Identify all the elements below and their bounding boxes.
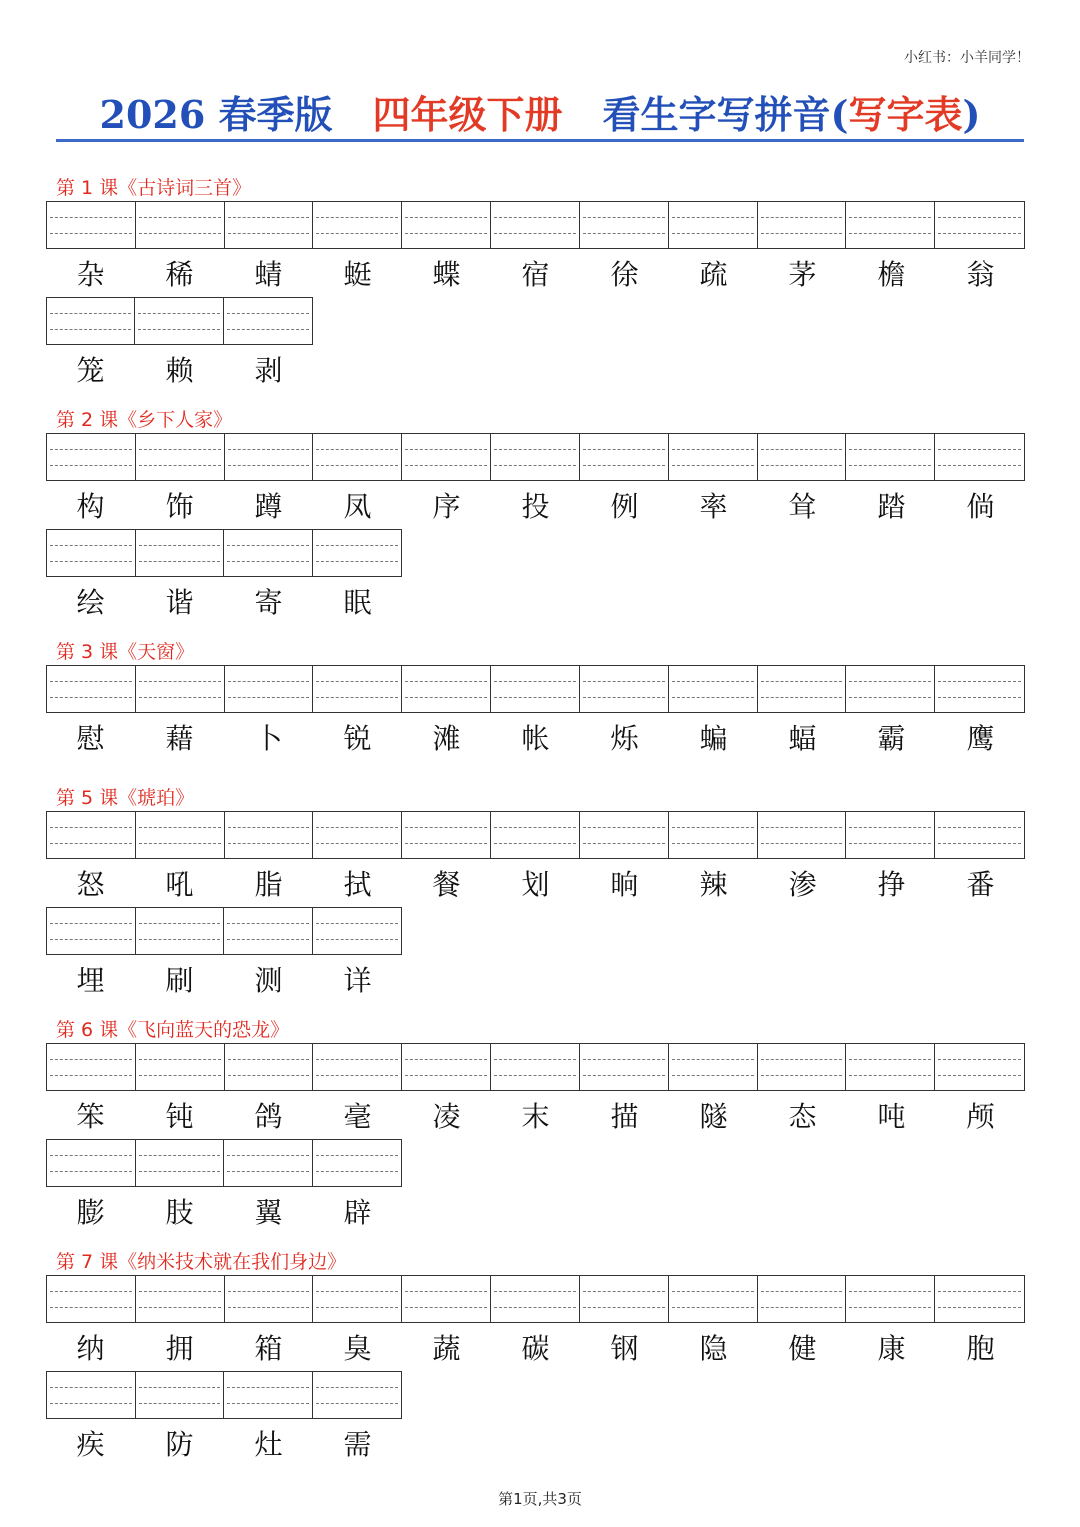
hanzi-character: 需 [343, 1428, 372, 1461]
pinyin-grid [46, 1043, 1025, 1091]
pinyin-cell[interactable] [758, 202, 847, 248]
character-row [46, 255, 1025, 295]
lesson-title: 第 7 课《纳米技术就在我们身边》 [56, 1251, 347, 1273]
pinyin-cell[interactable] [491, 1276, 580, 1322]
lesson-title: 第 3 课《天窗》 [56, 641, 195, 663]
pinyin-cell[interactable] [935, 1276, 1024, 1322]
pinyin-cell[interactable] [313, 1276, 402, 1322]
pinyin-grid [46, 907, 402, 955]
page-number: 第1页,共3页 [498, 1490, 582, 1508]
pinyin-cell[interactable] [935, 434, 1024, 480]
lesson-title: 第 6 课《飞向蓝天的恐龙》 [56, 1019, 290, 1041]
hanzi-character: 蜓 [343, 258, 372, 291]
title-underline [56, 139, 1024, 142]
hanzi-character: 鹰 [966, 722, 995, 755]
hanzi-character: 倘 [966, 490, 995, 523]
pinyin-cell[interactable] [935, 812, 1024, 858]
pinyin-cell[interactable] [402, 812, 491, 858]
pinyin-cell[interactable] [224, 908, 313, 954]
pinyin-cell[interactable] [758, 434, 847, 480]
hanzi-character: 饰 [165, 490, 194, 523]
pinyin-cell[interactable] [402, 434, 491, 480]
hanzi-character: 辣 [699, 868, 728, 901]
title-task: 看生字写拼音( [602, 92, 849, 137]
lesson-title: 第 5 课《琥珀》 [56, 787, 195, 809]
hanzi-character: 番 [966, 868, 995, 901]
hanzi-character: 末 [521, 1100, 550, 1133]
hanzi-character: 滩 [432, 722, 461, 755]
hanzi-character: 赖 [165, 354, 194, 387]
hanzi-character: 疾 [76, 1428, 105, 1461]
hanzi-character: 态 [788, 1100, 817, 1133]
pinyin-cell[interactable] [580, 202, 669, 248]
pinyin-cell[interactable] [136, 434, 225, 480]
character-row [46, 961, 402, 1001]
hanzi-character: 钝 [165, 1100, 194, 1133]
pinyin-cell[interactable] [491, 812, 580, 858]
hanzi-character: 凌 [432, 1100, 461, 1133]
hanzi-character: 序 [432, 490, 461, 523]
hanzi-character: 晌 [610, 868, 639, 901]
pinyin-cell[interactable] [136, 1276, 225, 1322]
hanzi-character: 拥 [165, 1332, 194, 1365]
hanzi-character: 凤 [343, 490, 372, 523]
hanzi-character: 锐 [343, 722, 372, 755]
title-grade: 四年级下册 [372, 92, 563, 137]
hanzi-character: 描 [610, 1100, 639, 1133]
pinyin-grid [46, 811, 1025, 859]
pinyin-cell[interactable] [313, 666, 402, 712]
hanzi-character: 吨 [877, 1100, 906, 1133]
hanzi-character: 藉 [165, 722, 194, 755]
hanzi-character: 钢 [610, 1332, 639, 1365]
hanzi-character: 挣 [877, 868, 906, 901]
hanzi-character: 拭 [343, 868, 372, 901]
hanzi-character: 隐 [699, 1332, 728, 1365]
pinyin-cell[interactable] [491, 1044, 580, 1090]
pinyin-cell[interactable] [758, 812, 847, 858]
pinyin-cell[interactable] [47, 298, 135, 344]
hanzi-character: 檐 [877, 258, 906, 291]
pinyin-cell[interactable] [225, 666, 314, 712]
hanzi-character: 划 [521, 868, 550, 901]
hanzi-character: 防 [165, 1428, 194, 1461]
pinyin-cell[interactable] [224, 298, 312, 344]
hanzi-character: 构 [76, 490, 105, 523]
pinyin-cell[interactable] [935, 1044, 1024, 1090]
pinyin-grid [46, 433, 1025, 481]
hanzi-character: 蔬 [432, 1332, 461, 1365]
pinyin-cell[interactable] [313, 202, 402, 248]
hanzi-character: 脂 [254, 868, 283, 901]
pinyin-cell[interactable] [313, 812, 402, 858]
pinyin-cell[interactable] [224, 1140, 313, 1186]
character-row [46, 583, 402, 623]
pinyin-grid [46, 1371, 402, 1419]
hanzi-character: 肢 [165, 1196, 194, 1229]
title-table: 写字表 [848, 92, 963, 137]
pinyin-cell[interactable] [669, 434, 758, 480]
hanzi-character: 测 [254, 964, 283, 997]
pinyin-cell[interactable] [846, 202, 935, 248]
pinyin-cell[interactable] [47, 1140, 136, 1186]
pinyin-grid [46, 1139, 402, 1187]
pinyin-cell[interactable] [669, 666, 758, 712]
hanzi-character: 率 [699, 490, 728, 523]
pinyin-cell[interactable] [136, 1044, 225, 1090]
hanzi-character: 蝠 [788, 722, 817, 755]
title-edition: 2026 春季版 [99, 92, 333, 137]
pinyin-cell[interactable] [225, 434, 314, 480]
hanzi-character: 辟 [343, 1196, 372, 1229]
hanzi-character: 帐 [521, 722, 550, 755]
watermark-text: 小红书：小羊同学！ [904, 50, 1030, 66]
pinyin-cell[interactable] [491, 666, 580, 712]
pinyin-cell[interactable] [47, 1276, 136, 1322]
hanzi-character: 稀 [165, 258, 194, 291]
hanzi-character: 卜 [254, 722, 283, 755]
pinyin-cell[interactable] [47, 1372, 136, 1418]
hanzi-character: 笼 [76, 354, 105, 387]
hanzi-character: 怒 [76, 868, 105, 901]
pinyin-cell[interactable] [135, 298, 223, 344]
hanzi-character: 宿 [521, 258, 550, 291]
hanzi-character: 茅 [788, 258, 817, 291]
pinyin-cell[interactable] [313, 1044, 402, 1090]
pinyin-cell[interactable] [935, 666, 1024, 712]
pinyin-grid [46, 1275, 1025, 1323]
pinyin-cell[interactable] [580, 1044, 669, 1090]
pinyin-cell[interactable] [758, 1276, 847, 1322]
hanzi-character: 翼 [254, 1196, 283, 1229]
pinyin-cell[interactable] [402, 1276, 491, 1322]
hanzi-character: 吼 [165, 868, 194, 901]
hanzi-character: 颅 [966, 1100, 995, 1133]
pinyin-cell[interactable] [846, 1276, 935, 1322]
hanzi-character: 蝶 [432, 258, 461, 291]
pinyin-cell[interactable] [224, 1372, 313, 1418]
hanzi-character: 膨 [76, 1196, 105, 1229]
pinyin-cell[interactable] [136, 1140, 225, 1186]
pinyin-cell[interactable] [491, 434, 580, 480]
hanzi-character: 灶 [254, 1428, 283, 1461]
hanzi-character: 渗 [788, 868, 817, 901]
pinyin-cell[interactable] [669, 202, 758, 248]
hanzi-character: 隧 [699, 1100, 728, 1133]
pinyin-cell[interactable] [47, 202, 136, 248]
pinyin-cell[interactable] [47, 1044, 136, 1090]
hanzi-character: 臭 [343, 1332, 372, 1365]
pinyin-cell[interactable] [136, 530, 225, 576]
pinyin-grid [46, 201, 1025, 249]
hanzi-character: 疏 [699, 258, 728, 291]
pinyin-cell[interactable] [225, 1276, 314, 1322]
hanzi-character: 烁 [610, 722, 639, 755]
pinyin-cell[interactable] [47, 812, 136, 858]
hanzi-character: 投 [521, 490, 550, 523]
pinyin-cell[interactable] [846, 434, 935, 480]
pinyin-cell[interactable] [846, 666, 935, 712]
hanzi-character: 绘 [76, 586, 105, 619]
hanzi-character: 剥 [254, 354, 283, 387]
pinyin-cell[interactable] [846, 812, 935, 858]
lesson-title: 第 1 课《古诗词三首》 [56, 177, 252, 199]
pinyin-cell[interactable] [47, 434, 136, 480]
lesson-title: 第 2 课《乡下人家》 [56, 409, 233, 431]
pinyin-cell[interactable] [402, 666, 491, 712]
hanzi-character: 详 [343, 964, 372, 997]
hanzi-character: 蜻 [254, 258, 283, 291]
hanzi-character: 慰 [76, 722, 105, 755]
hanzi-character: 寄 [254, 586, 283, 619]
hanzi-character: 餐 [432, 868, 461, 901]
hanzi-character: 踏 [877, 490, 906, 523]
hanzi-character: 健 [788, 1332, 817, 1365]
title-close: ) [962, 92, 981, 137]
hanzi-character: 笨 [76, 1100, 105, 1133]
hanzi-character: 耸 [788, 490, 817, 523]
character-row [46, 487, 1025, 527]
hanzi-character: 胞 [966, 1332, 995, 1365]
hanzi-character: 霸 [877, 722, 906, 755]
pinyin-grid [46, 297, 313, 345]
pinyin-cell[interactable] [313, 908, 402, 954]
pinyin-cell[interactable] [47, 908, 136, 954]
pinyin-cell[interactable] [669, 1276, 758, 1322]
pinyin-cell[interactable] [580, 666, 669, 712]
pinyin-cell[interactable] [846, 1044, 935, 1090]
pinyin-cell[interactable] [136, 812, 225, 858]
hanzi-character: 埋 [76, 964, 105, 997]
pinyin-cell[interactable] [402, 202, 491, 248]
pinyin-cell[interactable] [758, 666, 847, 712]
hanzi-character: 例 [610, 490, 639, 523]
pinyin-cell[interactable] [136, 908, 225, 954]
character-row [46, 1425, 402, 1465]
pinyin-cell[interactable] [313, 434, 402, 480]
pinyin-cell[interactable] [225, 1044, 314, 1090]
hanzi-character: 杂 [76, 258, 105, 291]
pinyin-cell[interactable] [491, 202, 580, 248]
pinyin-cell[interactable] [225, 202, 314, 248]
hanzi-character: 刷 [165, 964, 194, 997]
hanzi-character: 箱 [254, 1332, 283, 1365]
character-row [46, 865, 1025, 905]
pinyin-cell[interactable] [758, 1044, 847, 1090]
hanzi-character: 谐 [165, 586, 194, 619]
hanzi-character: 康 [877, 1332, 906, 1365]
hanzi-character: 碳 [521, 1332, 550, 1365]
pinyin-cell[interactable] [313, 530, 402, 576]
pinyin-cell[interactable] [580, 1276, 669, 1322]
pinyin-cell[interactable] [669, 1044, 758, 1090]
hanzi-character: 蝙 [699, 722, 728, 755]
pinyin-grid [46, 529, 402, 577]
character-row [46, 1329, 1025, 1369]
pinyin-cell[interactable] [402, 1044, 491, 1090]
page-title [56, 92, 1024, 138]
hanzi-character: 蹲 [254, 490, 283, 523]
character-row [46, 1097, 1025, 1137]
pinyin-cell[interactable] [136, 202, 225, 248]
pinyin-grid [46, 665, 1025, 713]
hanzi-character: 纳 [76, 1332, 105, 1365]
pinyin-cell[interactable] [47, 530, 136, 576]
pinyin-cell[interactable] [935, 202, 1024, 248]
pinyin-cell[interactable] [136, 666, 225, 712]
pinyin-cell[interactable] [580, 434, 669, 480]
character-row [46, 1193, 402, 1233]
pinyin-cell[interactable] [580, 812, 669, 858]
pinyin-cell[interactable] [47, 666, 136, 712]
hanzi-character: 翁 [966, 258, 995, 291]
pinyin-cell[interactable] [225, 812, 314, 858]
character-row [46, 351, 313, 391]
pinyin-cell[interactable] [669, 812, 758, 858]
hanzi-character: 鸽 [254, 1100, 283, 1133]
hanzi-character: 徐 [610, 258, 639, 291]
hanzi-character: 毫 [343, 1100, 372, 1133]
pinyin-cell[interactable] [313, 1372, 402, 1418]
pinyin-cell[interactable] [224, 530, 313, 576]
pinyin-cell[interactable] [313, 1140, 402, 1186]
pinyin-cell[interactable] [136, 1372, 225, 1418]
hanzi-character: 眠 [343, 586, 372, 619]
character-row [46, 719, 1025, 759]
